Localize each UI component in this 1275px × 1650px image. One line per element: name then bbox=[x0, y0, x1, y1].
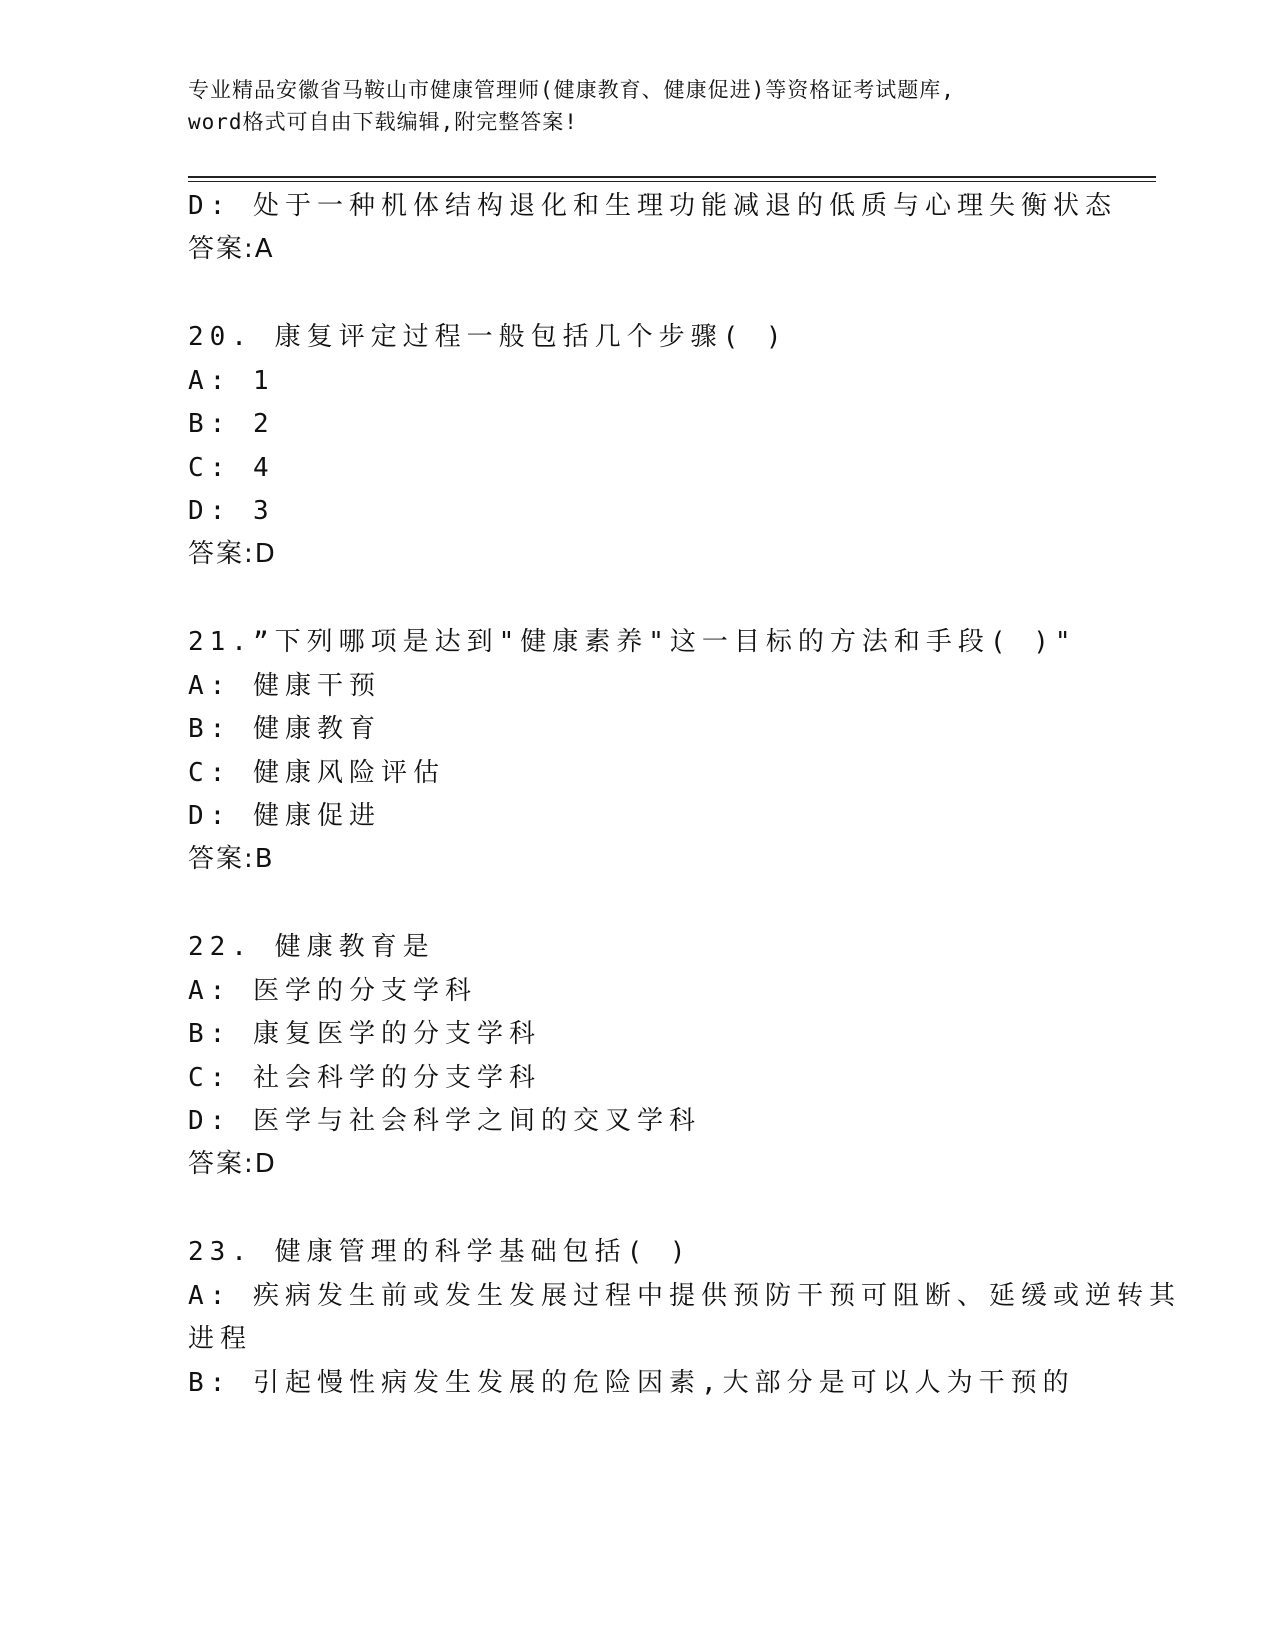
question-22: 22. 健康教育是 bbox=[188, 932, 435, 962]
question-21-option-d: D: 健康促进 bbox=[188, 801, 381, 831]
question-20: 20. 康复评定过程一般包括几个步骤( ) bbox=[188, 322, 788, 352]
question-21-answer: 答案:B bbox=[188, 844, 275, 874]
question-20-answer: 答案:D bbox=[188, 539, 277, 569]
question-21-option-b: B: 健康教育 bbox=[188, 714, 381, 744]
question-20-option-d: D: 3 bbox=[188, 496, 275, 526]
question-21-option-c: C: 健康风险评估 bbox=[188, 758, 445, 788]
question-23-option-a: A: 疾病发生前或发生发展过程中提供预防干预可阻断、延缓或逆转其 bbox=[188, 1281, 1181, 1311]
question-20-option-c: C: 4 bbox=[188, 453, 275, 483]
question-20-option-a: A: 1 bbox=[188, 366, 275, 396]
question-23-option-b: B: 引起慢性病发生发展的危险因素,大部分是可以人为干预的 bbox=[188, 1368, 1075, 1398]
question-22-option-a: A: 医学的分支学科 bbox=[188, 976, 477, 1006]
header-line-1: 专业精品安徽省马鞍山市健康管理师(健康教育、健康促进)等资格证考试题库, bbox=[188, 78, 955, 102]
option-d-prev: D: 处于一种机体结构退化和生理功能减退的低质与心理失衡状态 bbox=[188, 191, 1117, 221]
question-21: 21.”下列哪项是达到"健康素养"这一目标的方法和手段( )" bbox=[188, 627, 1077, 657]
header-divider-thin bbox=[188, 181, 1156, 182]
question-21-option-a: A: 健康干预 bbox=[188, 671, 381, 701]
question-22-answer: 答案:D bbox=[188, 1149, 277, 1179]
document-header bbox=[188, 74, 1088, 138]
question-22-option-b: B: 康复医学的分支学科 bbox=[188, 1019, 541, 1049]
question-22-option-c: C: 社会科学的分支学科 bbox=[188, 1063, 541, 1093]
question-23: 23. 健康管理的科学基础包括( ) bbox=[188, 1237, 692, 1267]
answer-prev: 答案:A bbox=[188, 234, 275, 264]
question-23-option-a-continued: 进程 bbox=[188, 1324, 253, 1354]
header-divider-thick bbox=[188, 176, 1156, 178]
question-22-option-d: D: 医学与社会科学之间的交叉学科 bbox=[188, 1106, 701, 1136]
header-line-2: word格式可自由下载编辑,附完整答案! bbox=[188, 110, 578, 134]
question-20-option-b: B: 2 bbox=[188, 409, 275, 439]
